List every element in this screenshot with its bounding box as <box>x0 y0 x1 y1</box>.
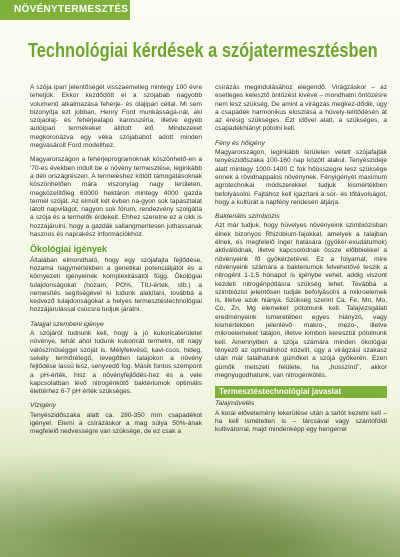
paragraph: csírázás megindulásához elegendő. Virágzáskor – az esetleges kelesztő öntözést kivéve – mondhatni öntözésre nem lesz szükség. De amint a virágzás megkez-dődik, úgy a csapadék harmonikus eloszlása a hüvely-telítődésén át az érésig szükséges. Ezt idővel alatt, a szükséges, a csapadékhiányt pótolni kell. <box>215 84 387 133</box>
subheading: Talajművelés <box>215 400 255 408</box>
left-column <box>30 84 202 443</box>
paragraph: Magyarországon a fehérjeprogramoknak köszönhető-en a '70-es években indult be e növény termesztése, leginkább a déli országrészen. A termeléshez kötött támogatásoknak köszönhetően mára viszonylag nagy területen, megközelítőleg 60000 hektáron mintegy 4000 gazda termel szóját. Az elmúlt két évben na-gyon sok tapasztalat látott napvilágot, nagyon sok fórum, rendezvény szolgálta a szója és a termelők érdekeit. Ehhez szeretne ez a cikk is hozzájárulni, hogy a gazdák sallangmentesen juthassanak hasznos és naprakész információkhoz. <box>30 156 202 239</box>
soil-background-image <box>0 437 400 557</box>
subheading: Vízigény <box>30 402 57 410</box>
paragraph: A szójáról tudnunk kell, hogy a jó kukoricaterületet növénye, tehát ahol tudunk kukoricát termelni, ott nagy valószínűséggel szóját is. Mélyfekvésű, kavi-csos, hideg, sekély termőrétegű, levegőtlen talajokon a növény fejlődése lassú lesz, senyvedő fog. Másik fontos szempont a pH-érték, hisz a növényfejlődés-hez és a vele kapcsolatban lévő nitrogénkötő baktériumok optimális élettérhez 6-7 pH érték szükséges. <box>30 330 202 396</box>
recommendation-box-title: Termesztéstechnológiai javaslat <box>215 386 387 398</box>
paragraph: Tenyészidőszaka alatt ca. 280-350 mm csapadékot igényel. Elemi a csírázáskor a mag súlya 50%-ának megfelelő nedvességre van szüksége, de ez csak a <box>30 411 202 436</box>
subheading: Talajjal szembeni igénye <box>30 320 104 328</box>
paragraph: Magyarországon, leginkább területen vetett szójafajták tenyészidőszaka 100-160 nap között alakul. Tenyészideje alatt mintegy 1000-1400 C fok hőösszegre lesz szüksége ennek a rövidnappalos növénynek. Fényigényét maximum agrotechnikai módszerekkel tudjuk kismértékben befolyásolni. Fajtához kell igazítani a sor- és tőtávolságot, hogy a kultúrát a napfény rendesen átjárja. <box>215 149 387 206</box>
paragraph: A szója iparí jelentőségét visszaemelleg mintegy 100 évre tehetjük. Ekkor kezdődött el a szójabab nagyobb volumenű alkalmazása fehérje- és olajipari céllal. Mi sem bizonyítja ezt jobban, Henry Ford munkásságá-nál, aki szójaolaj- és fehérjealapú karosszéria, illetve egyéb autóipari termékeket állított elő. Mindezeket megkoronázva egy véka szójababot adott minden megvásárolt Ford modellhez. <box>30 84 202 150</box>
subheading: Bakteriális szimbiózis <box>215 213 280 221</box>
paragraph: Általában elmondható, hogy egy szójafajta fejlődése, hozama nagymértékben a genetikai potenciáljától és a környezeti igényeinek komplexitásától függ. Ökológiai tulajdonságokat (hozam, PO%, TIU-érték, stb.) a nemesítés segítségével ki tudunk alakítani, továbbá a kedvező tulajdonságokat a helyes termesztéstechnológiai hozzájárulással csúcsra tudjuk járatni. <box>30 256 202 314</box>
article-title: Technológiai kérdések a szójatermesztésben <box>28 40 378 62</box>
paragraph: A korai elővetemény lekerülése után a tarlót kezelni kell – ha kell ismételten is – tárcsával vagy szántóföldi kultivátorral, majd mindenképp egy hengerrel <box>215 409 387 434</box>
paragraph: Azt már tudjuk, hogy hüvelyes növényeink szimbiózisban élnek bizonyos Rhizobium-fajokkal, amelyek a talajban élnek, és megfelelő inger hatására (gyökér-exudátumok) aktiválódnak, illetve kapcsolódnak össze előbbiekkel a növényeink fő gyökérzetével. Ez a folyamat, mire növényeink számára a bakteriumok felvehetővé teszik a nitrogént 1-1,5 hónapot is igénybe vehet, addig viszont kezdeti nitrogénpótlásra szükség lehet. Továbbá a szimbiózist jelentősen tudják befolyásolni a mikroelemek is, illetve azok hiánya. Szükség szerint Ca, Fe, Mn, Mo, Co, Zn, Mg elemeket pótolnunk kell. Talajvizsgálati eredményeink ismeretében egyes hiányzó, vagy kismértékben jelenlévő makro-, mezo-, illetve mikroelemeket talajon, illetve lombon keresztül pótolnunk kell. Amennyiben a szója számára minden ökológiai tényező az optimálishoz közelít, úgy a virágzási szakasz után már találhatunk gümőket a szója gyökerén. Ezen gümők metszeti felülete, ha „hússzínű”, akkor megnyugodhatunk, van nitrogénkötés. <box>215 222 387 379</box>
section-heading: Ökológiai igények <box>30 244 108 255</box>
subheading: Fény és hőigény <box>215 139 265 147</box>
section-banner: NÖVÉNYTERMESZTÉS <box>0 0 130 20</box>
right-column <box>215 84 387 441</box>
